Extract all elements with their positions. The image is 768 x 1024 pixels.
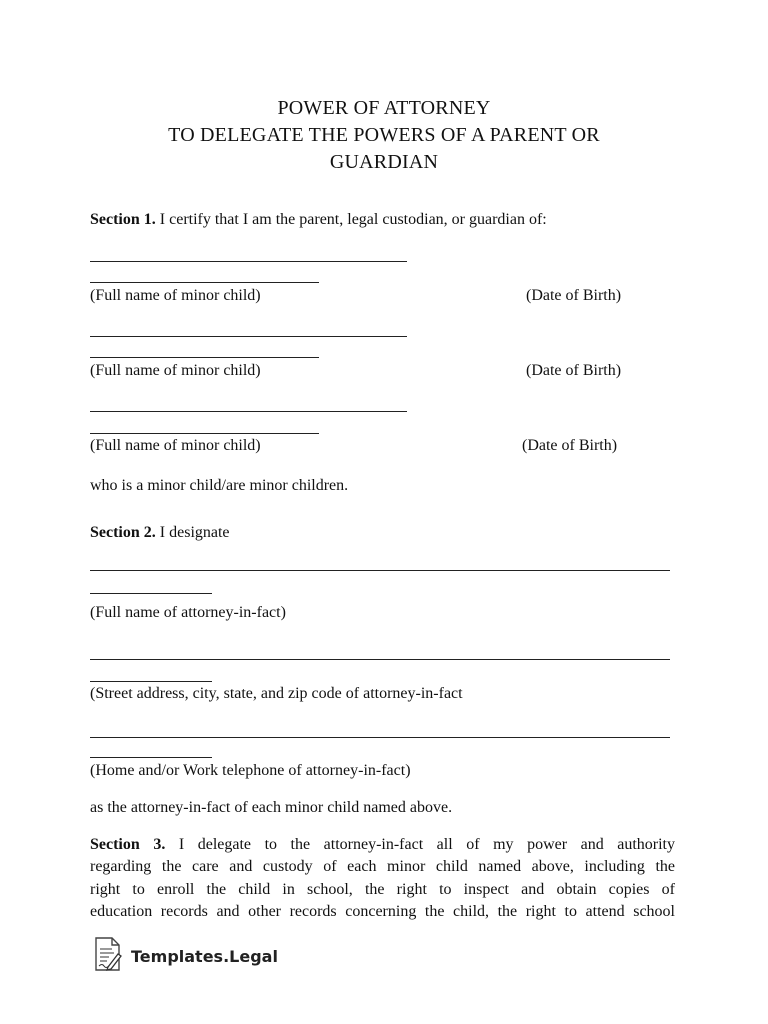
footer-brand-label: Templates.Legal xyxy=(131,946,278,966)
document-title-line-1: POWER OF ATTORNEY xyxy=(277,97,491,119)
section-2-heading: Section 2. xyxy=(90,524,156,541)
attorney-name-line[interactable] xyxy=(90,570,670,571)
section-3-heading: Section 3. xyxy=(90,836,166,853)
child-2-dob-line[interactable] xyxy=(90,357,319,358)
document-pen-icon xyxy=(93,936,123,977)
attorney-phone-line-continued[interactable] xyxy=(90,757,212,758)
attorney-phone-label: (Home and/or Work telephone of attorney-in-fact) xyxy=(90,762,411,779)
child-3-name-line[interactable] xyxy=(90,411,407,412)
section-1-heading: Section 1. xyxy=(90,211,156,228)
document-title-line-2: TO DELEGATE THE POWERS OF A PARENT OR xyxy=(168,124,600,146)
section-3-line-1 xyxy=(90,834,675,857)
child-1-dob-line[interactable] xyxy=(90,282,319,283)
attorney-address-line-continued[interactable] xyxy=(90,681,212,682)
section-1-text: I certify that I am the parent, legal custodian, or guardian of: xyxy=(155,211,547,228)
section-3-line-4: education records and other records concerning the child, the right to attend school xyxy=(90,903,675,920)
section-2-intro xyxy=(90,523,230,543)
child-3-dob-line[interactable] xyxy=(90,433,319,434)
child-3-name-label: (Full name of minor child) xyxy=(90,437,261,454)
section-1-intro xyxy=(90,210,547,230)
attorney-address-line[interactable] xyxy=(90,659,670,660)
attorney-name-line-continued[interactable] xyxy=(90,593,212,594)
child-1-dob-label: (Date of Birth) xyxy=(526,287,622,304)
footer-brand[interactable] xyxy=(93,938,278,974)
section-3-line-2: regarding the care and custody of each minor child named above, including the xyxy=(90,858,675,875)
section-2-text: I designate xyxy=(155,524,230,541)
attorney-address-label: (Street address, city, state, and zip code of attorney-in-fact xyxy=(90,685,463,702)
section-2-closing: as the attorney-in-fact of each minor child named above. xyxy=(90,799,453,816)
section-3-line-3: right to enroll the child in school, the right to inspect and obtain copies of xyxy=(90,881,675,898)
section-1-closing: who is a minor child/are minor children. xyxy=(90,477,349,494)
child-1-name-line[interactable] xyxy=(90,261,407,262)
child-1-name-label: (Full name of minor child) xyxy=(90,287,261,304)
child-2-dob-label: (Date of Birth) xyxy=(526,362,622,379)
child-3-dob-label: (Date of Birth) xyxy=(522,437,618,454)
section-3-text-1: I delegate to the attorney-in-fact all of my power and authority xyxy=(165,836,676,853)
attorney-name-label: (Full name of attorney-in-fact) xyxy=(90,604,286,621)
attorney-phone-line[interactable] xyxy=(90,737,670,738)
child-2-name-label: (Full name of minor child) xyxy=(90,362,261,379)
document-title-line-3: GUARDIAN xyxy=(329,151,439,173)
child-2-name-line[interactable] xyxy=(90,336,407,337)
